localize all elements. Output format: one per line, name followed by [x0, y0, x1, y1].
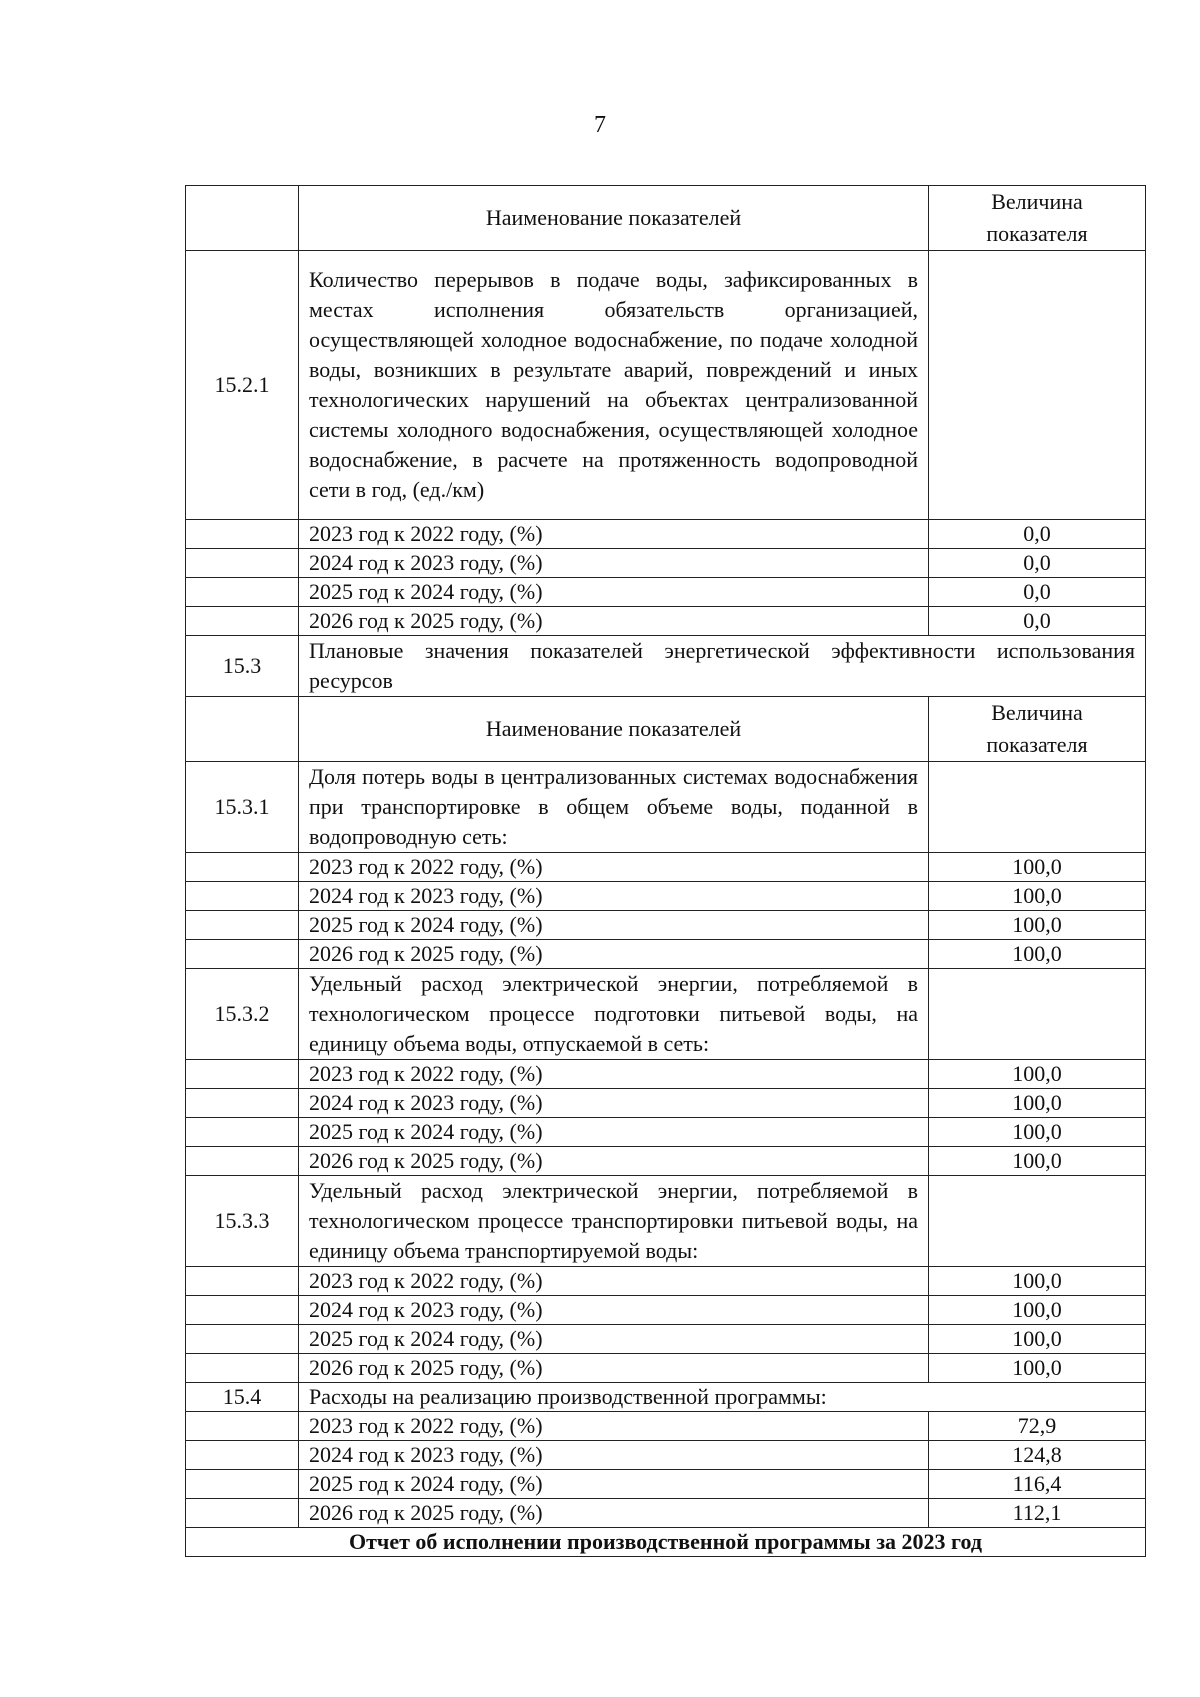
row-label: 2025 год к 2024 году, (%) [299, 1118, 929, 1147]
table-row [186, 1412, 1146, 1441]
row-num-empty [186, 853, 299, 882]
row-num-empty [186, 1118, 299, 1147]
table-row [186, 882, 1146, 911]
row-num-empty [186, 940, 299, 969]
row-label: 2024 год к 2023 году, (%) [299, 1296, 929, 1325]
row-value: 116,4 [929, 1470, 1146, 1499]
table-row [186, 1441, 1146, 1470]
row-label: 2026 год к 2025 году, (%) [299, 607, 929, 636]
row-label: 2025 год к 2024 году, (%) [299, 1325, 929, 1354]
table-row [186, 1325, 1146, 1354]
row-value: 100,0 [929, 1354, 1146, 1383]
table-row [186, 578, 1146, 607]
row-value: 72,9 [929, 1412, 1146, 1441]
table-header-row [186, 186, 1146, 251]
table-row [186, 1089, 1146, 1118]
table-row [186, 1118, 1146, 1147]
section-description: Доля потерь воды в централизованных системах водоснабжения при транспортировке в общем объеме воды, поданной в водопроводную сеть: [299, 762, 929, 853]
row-num-empty [186, 1267, 299, 1296]
section-description: Плановые значения показателей энергетической эффективности использования ресурсов [299, 636, 1146, 697]
section-number: 15.3.2 [186, 969, 299, 1060]
section-number: 15.3 [186, 636, 299, 697]
row-label: 2026 год к 2025 году, (%) [299, 940, 929, 969]
row-num-empty [186, 549, 299, 578]
row-label: 2023 год к 2022 году, (%) [299, 1412, 929, 1441]
row-num-empty [186, 1089, 299, 1118]
section-value-empty [929, 762, 1146, 853]
row-value: 124,8 [929, 1441, 1146, 1470]
section-row [186, 969, 1146, 1060]
table-row [186, 1296, 1146, 1325]
section-description: Количество перерывов в подаче воды, зафиксированных в местах исполнения обязательств организацией, осуществляющей холодное водоснабжение, по подаче холодной воды, возникших в результате аварий, повреждений и иных технологических нарушений на объектах централизованной системы холодного водоснабжения, осуществляющей холодное водоснабжение, в расчете на протяженность водопроводной сети в год, (ед./км) [299, 251, 929, 520]
row-value: 100,0 [929, 1147, 1146, 1176]
section-row [186, 636, 1146, 697]
header-value-cell: Величина показателя [929, 186, 1146, 251]
table-row [186, 549, 1146, 578]
section-number: 15.4 [186, 1383, 299, 1412]
row-value: 112,1 [929, 1499, 1146, 1528]
row-num-empty [186, 1147, 299, 1176]
section-number: 15.3.3 [186, 1176, 299, 1267]
table-row [186, 1470, 1146, 1499]
table-row [186, 1267, 1146, 1296]
table-row [186, 911, 1146, 940]
section-value-empty [929, 969, 1146, 1060]
row-value: 100,0 [929, 911, 1146, 940]
row-label: 2025 год к 2024 году, (%) [299, 911, 929, 940]
row-label: 2026 год к 2025 году, (%) [299, 1354, 929, 1383]
section-row [186, 762, 1146, 853]
row-num-empty [186, 1412, 299, 1441]
page-number: 7 [594, 112, 606, 138]
row-label: 2023 год к 2022 году, (%) [299, 520, 929, 549]
section-description: Удельный расход электрической энергии, потребляемой в технологическом процессе транспортировки питьевой воды, на единицу объема транспортируемой воды: [299, 1176, 929, 1267]
row-label: 2024 год к 2023 году, (%) [299, 1441, 929, 1470]
row-num-empty [186, 520, 299, 549]
row-label: 2023 год к 2022 году, (%) [299, 1267, 929, 1296]
section-description: Расходы на реализацию производственной программы: [299, 1383, 1146, 1412]
row-num-empty [186, 578, 299, 607]
table-row [186, 853, 1146, 882]
row-value: 100,0 [929, 940, 1146, 969]
report-title-row [186, 1528, 1146, 1557]
row-value: 100,0 [929, 1296, 1146, 1325]
row-value: 100,0 [929, 1089, 1146, 1118]
indicators-table [185, 185, 1146, 1557]
row-num-empty [186, 1325, 299, 1354]
header-name-cell: Наименование показателей [299, 186, 929, 251]
section-description: Удельный расход электрической энергии, потребляемой в технологическом процессе подготовки питьевой воды, на единицу объема воды, отпускаемой в сеть: [299, 969, 929, 1060]
row-num-empty [186, 1470, 299, 1499]
row-num-empty [186, 1060, 299, 1089]
row-label: 2024 год к 2023 году, (%) [299, 549, 929, 578]
table-row [186, 1499, 1146, 1528]
section-row [186, 251, 1146, 520]
row-label: 2024 год к 2023 году, (%) [299, 882, 929, 911]
row-value: 0,0 [929, 549, 1146, 578]
row-num-empty [186, 911, 299, 940]
row-label: 2023 год к 2022 году, (%) [299, 853, 929, 882]
table-row [186, 1060, 1146, 1089]
row-num-empty [186, 1499, 299, 1528]
table-row [186, 1354, 1146, 1383]
row-num-empty [186, 882, 299, 911]
row-value: 100,0 [929, 882, 1146, 911]
row-value: 0,0 [929, 578, 1146, 607]
row-label: 2025 год к 2024 году, (%) [299, 578, 929, 607]
row-num-empty [186, 1296, 299, 1325]
row-value: 0,0 [929, 520, 1146, 549]
section-row [186, 1383, 1146, 1412]
row-label: 2026 год к 2025 году, (%) [299, 1499, 929, 1528]
header-value-cell: Величина показателя [929, 697, 1146, 762]
header-name-cell: Наименование показателей [299, 697, 929, 762]
section-row [186, 1176, 1146, 1267]
table-row [186, 1147, 1146, 1176]
row-value: 100,0 [929, 1060, 1146, 1089]
row-value: 100,0 [929, 1325, 1146, 1354]
row-value: 100,0 [929, 1267, 1146, 1296]
section-value-empty [929, 1176, 1146, 1267]
row-label: 2024 год к 2023 году, (%) [299, 1089, 929, 1118]
row-num-empty [186, 1441, 299, 1470]
row-value: 100,0 [929, 1118, 1146, 1147]
row-value: 0,0 [929, 607, 1146, 636]
row-num-empty [186, 607, 299, 636]
row-label: 2026 год к 2025 году, (%) [299, 1147, 929, 1176]
section-number: 15.3.1 [186, 762, 299, 853]
table-row [186, 940, 1146, 969]
table-header-row [186, 697, 1146, 762]
section-number: 15.2.1 [186, 251, 299, 520]
row-label: 2025 год к 2024 году, (%) [299, 1470, 929, 1499]
section-value-empty [929, 251, 1146, 520]
header-num-cell [186, 186, 299, 251]
report-title: Отчет об исполнении производственной программы за 2023 год [186, 1528, 1146, 1557]
row-value: 100,0 [929, 853, 1146, 882]
row-label: 2023 год к 2022 году, (%) [299, 1060, 929, 1089]
header-num-cell [186, 697, 299, 762]
table-row [186, 607, 1146, 636]
row-num-empty [186, 1354, 299, 1383]
table-row [186, 520, 1146, 549]
